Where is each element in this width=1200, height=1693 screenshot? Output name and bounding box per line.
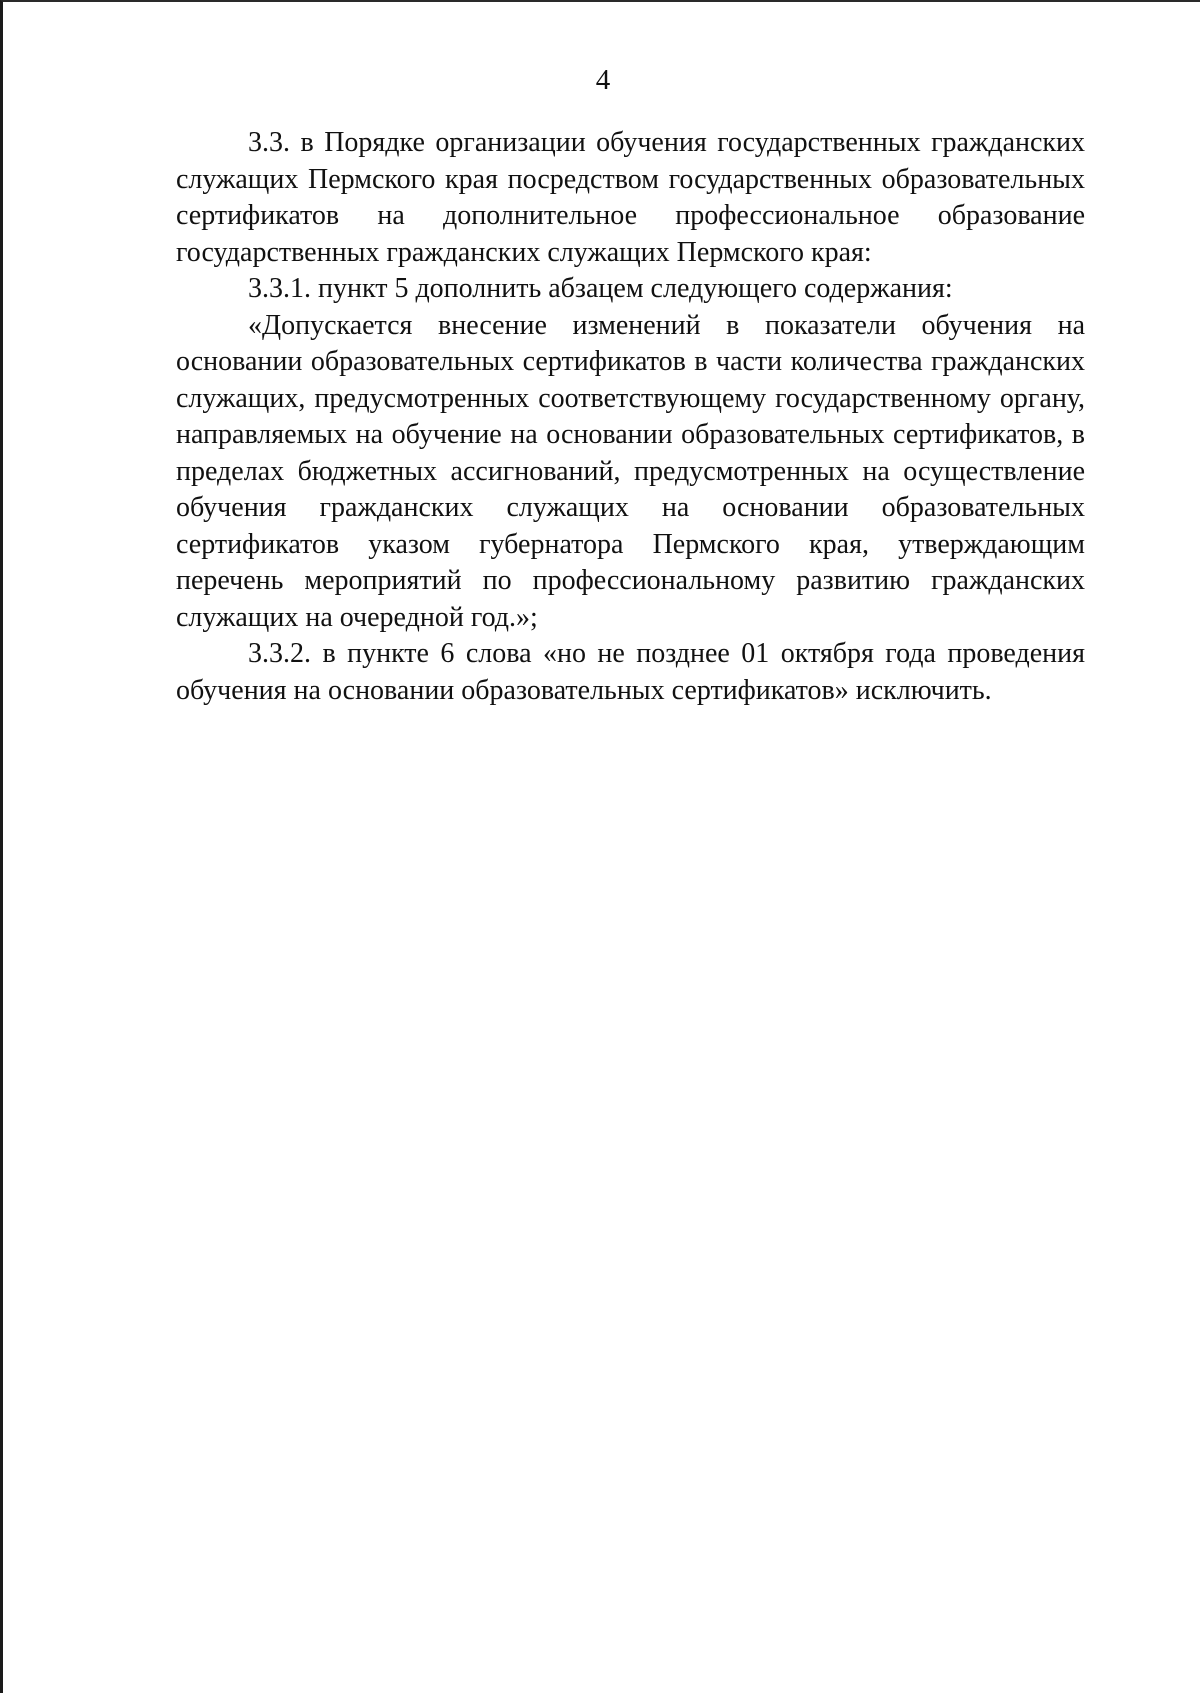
paragraph-quoted-amendment: «Допускается внесение изменений в показатели обучения на основании образовательных сертификатов в части количества гражданских служащих, предусмотренных соответствующему государственному органу, направляемых на обучение на основании образовательных сертификатов, в пределах бюджетных ассигнований, предусмотренных на осуществление обучения гражданских служащих на основании образовательных сертификатов указом губернатора Пермского края, утверждающим перечень мероприятий по профессиональному развитию гражданских служащих на очередной год.»;	[176, 309, 1085, 633]
page-number: 4	[595, 64, 611, 96]
paragraph-3-3-2: 3.3.2. в пункте 6 слова «но не позднее 01 октября года проведения обучения на основании образовательных сертификатов» исключить.	[176, 638, 1085, 706]
paragraph-3-3-1: 3.3.1. пункт 5 дополнить абзацем следующего содержания:	[248, 273, 953, 304]
paragraph-3-3: 3.3. в Порядке организации обучения государственных гражданских служащих Пермского края посредством государственных образовательных сертификатов на дополнительное профессиональное образование государственных гражданских служащих Пермского края:	[176, 127, 1085, 268]
document-body	[176, 125, 1085, 709]
